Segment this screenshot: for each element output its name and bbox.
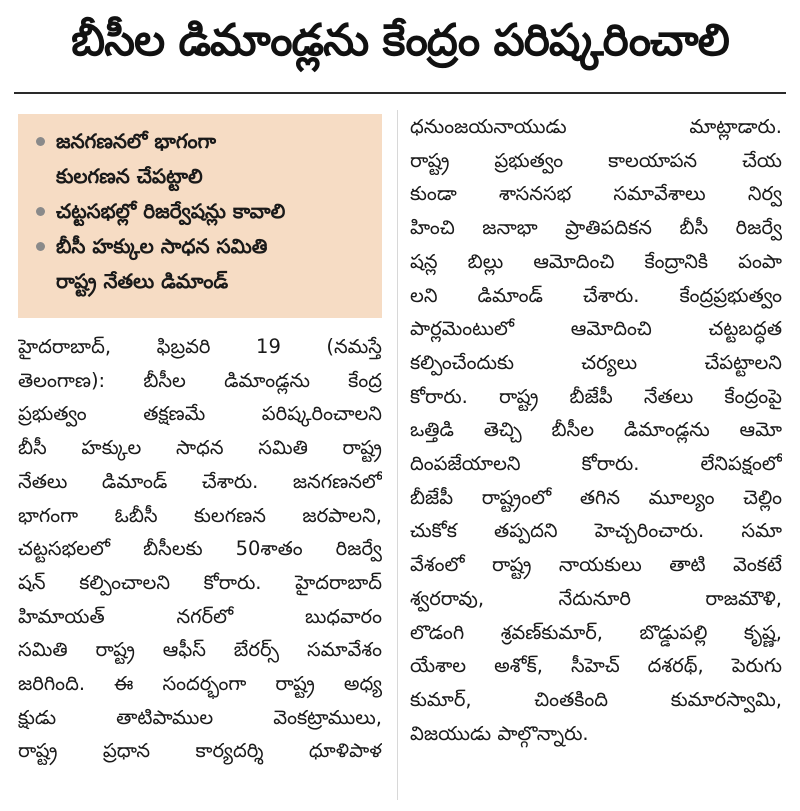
body-line: దింపజేయాలని కోరారు. లేనిపక్షంలో bbox=[410, 452, 782, 476]
body-line: కోరారు. రాష్ట్ర బీజేపీ నేతలు కేంద్రంపై bbox=[410, 384, 782, 408]
body-line: ఒత్తిడి తెచ్చి బీసీల డిమాండ్లను ఆమో bbox=[410, 418, 782, 442]
body-line: రాష్ట్ర ప్రభుత్వం కాలయాపన చేయ bbox=[410, 148, 782, 172]
body-line: తెలంగాణ): బీసీల డిమాండ్లను కేంద్ర bbox=[18, 368, 382, 392]
bullet-icon bbox=[36, 242, 45, 251]
body-line: బీజేపీ రాష్ట్రంలో తగిన మూల్యం చెల్లిం bbox=[410, 485, 782, 509]
body-line: శ్వరరావు, నేదునూరి రాజమౌళి, bbox=[410, 586, 782, 610]
body-line: లని డిమాండ్ చేశారు. కేంద్రప్రభుత్వం bbox=[410, 283, 782, 307]
headline: బీసీల డిమాండ్లను కేంద్రం పరిష్కరించాలి bbox=[71, 15, 729, 66]
highlight-line: కులగణన చేపట్టాలి bbox=[56, 164, 203, 188]
article-column-right bbox=[410, 110, 782, 750]
bullet-icon bbox=[36, 137, 45, 146]
article-column-left bbox=[18, 330, 382, 768]
highlight-line: బీసీ హక్కుల సాధన సమితి bbox=[56, 234, 268, 258]
body-line: జరిగింది. ఈ సందర్భంగా రాష్ట్ర అధ్య bbox=[18, 672, 382, 696]
highlight-line: జనగణనలో భాగంగా bbox=[56, 129, 217, 153]
body-line: సమితి రాష్ట్ర ఆఫీస్ బేరర్స్ సమావేశం bbox=[18, 638, 382, 662]
highlight-item bbox=[36, 194, 372, 229]
body-line: వేశంలో రాష్ట్ర నాయకులు తాటి వెంకటే bbox=[410, 553, 782, 577]
column-divider bbox=[397, 110, 398, 800]
body-line: నేతలు డిమాండ్ చేశారు. జనగణనలో bbox=[18, 469, 382, 493]
body-line: కుమార్, చింతకింది కుమారస్వామి, bbox=[410, 687, 782, 711]
highlight-line: రాష్ట్ర నేతలు డిమాండ్ bbox=[56, 269, 229, 293]
body-line: హించి జనాభా ప్రాతిపదికన బీసీ రిజర్వే bbox=[410, 216, 782, 240]
body-line: ప్రభుత్వం తక్షణమే పరిష్కరించాలని bbox=[18, 402, 382, 426]
body-line: షన్ల బిల్లు ఆమోదించి కేంద్రానికి పంపా bbox=[410, 249, 782, 273]
body-line: లొడంగి శ్రవణ్‌కుమార్, బొడ్డుపల్లి కృష్ణ, bbox=[410, 620, 782, 644]
highlight-item bbox=[36, 124, 372, 194]
body-line: చట్టసభలలో బీసీలకు 50శాతం రిజర్వే bbox=[18, 537, 382, 561]
highlight-line: చట్టసభల్లో రిజర్వేషన్లు కావాలి bbox=[56, 199, 286, 223]
body-line: విజయుడు పాల్గొన్నారు. bbox=[410, 721, 589, 745]
headline-rule bbox=[14, 92, 786, 94]
body-line: రాష్ట్ర ప్రధాన కార్యదర్శి ధూళిపాళ bbox=[18, 739, 382, 763]
body-line: క్షుడు తాటిపాముల వెంకట్రాములు, bbox=[18, 705, 382, 729]
body-line: ధనుంజయనాయుడు మాట్లాడారు. bbox=[410, 115, 782, 138]
body-line: హైదరాబాద్, ఫిబ్రవరి 19 (నమస్తే bbox=[18, 335, 382, 358]
body-line: భాగంగా ఓబీసీ కులగణన జరపాలని, bbox=[18, 503, 382, 527]
highlight-item bbox=[36, 229, 372, 299]
body-line: పార్లమెంటులో ఆమోదించి చట్టబద్ధత bbox=[410, 317, 782, 341]
body-line: కల్పించేందుకు చర్యలు చేపట్టాలని bbox=[410, 350, 782, 374]
body-line: యేశాల అశోక్, సీహెచ్ దశరథ్, పెరుగు bbox=[410, 654, 782, 678]
body-line: షన్ కల్పించాలని కోరారు. హైదరాబాద్ bbox=[18, 570, 382, 594]
body-line: హిమాయత్ నగర్‌లో బుధవారం bbox=[18, 604, 382, 628]
highlights-box bbox=[18, 114, 382, 318]
body-line: బీసీ హక్కుల సాధన సమితి రాష్ట్ర bbox=[18, 436, 382, 460]
body-line: కుండా శాసనసభ సమావేశాలు నిర్వ bbox=[410, 182, 782, 206]
body-line: చుకోక తప్పదని హెచ్చరించారు. సమా bbox=[410, 519, 782, 543]
bullet-icon bbox=[36, 207, 45, 216]
